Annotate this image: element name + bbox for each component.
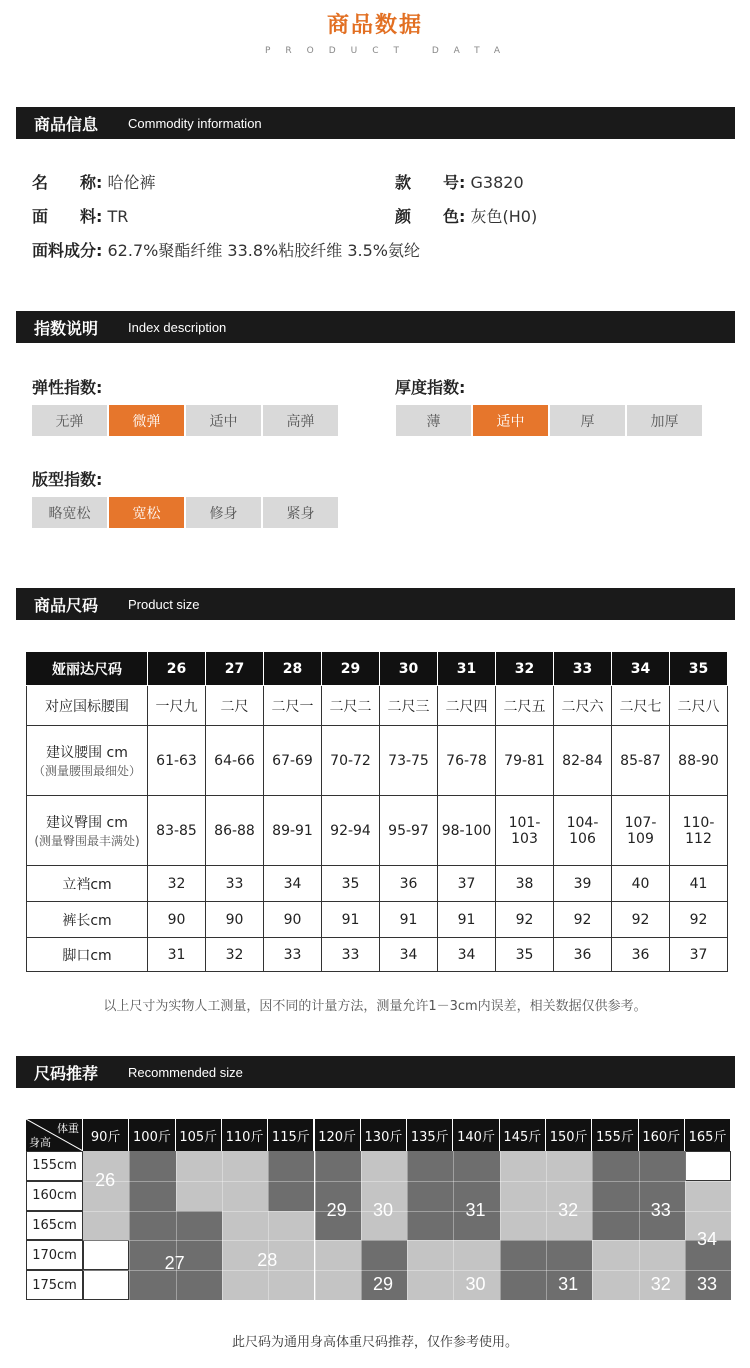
weight-header: 120斤	[315, 1119, 361, 1151]
color-label: 颜 色:	[395, 207, 466, 226]
grid-line	[83, 1240, 731, 1241]
row-label	[27, 902, 148, 938]
row-label-text: 立裆cm	[62, 876, 112, 893]
section-title-cn: 指数说明	[34, 318, 99, 338]
grid-line	[407, 1151, 408, 1300]
size-header-cell: 27	[206, 652, 264, 686]
section-title-en: Commodity information	[128, 115, 262, 131]
grid-cell	[407, 1181, 453, 1211]
grid-cell	[453, 1151, 499, 1181]
size-cell: 101-103	[496, 796, 554, 866]
section-title-en: Product size	[128, 596, 200, 612]
corner-weight-label: 体重	[57, 1122, 79, 1135]
grid-cell	[129, 1270, 175, 1300]
corner-cell	[26, 1119, 83, 1151]
recommended-size-label: 32	[558, 1199, 579, 1220]
corner-height-label: 身高	[29, 1136, 51, 1149]
size-cell: 86-88	[206, 796, 264, 866]
grid-cell	[83, 1270, 129, 1300]
weight-header: 100斤	[129, 1119, 175, 1151]
size-cell: 二尺六	[554, 686, 612, 726]
grid-cell	[361, 1151, 407, 1181]
size-cell: 104-106	[554, 796, 612, 866]
row-label	[27, 796, 148, 866]
weight-header: 135斤	[407, 1119, 453, 1151]
name-value: 哈伦裤	[107, 173, 156, 192]
size-cell: 34	[438, 938, 496, 972]
fabric-value: TR	[107, 207, 129, 226]
grid-cell	[222, 1211, 268, 1241]
height-header: 165cm	[26, 1211, 83, 1241]
recommended-size-label: 33	[697, 1274, 718, 1295]
index-option: 加厚	[627, 405, 702, 436]
index-option: 紧身	[263, 497, 338, 528]
grid-cell	[268, 1211, 314, 1241]
index-option: 修身	[186, 497, 261, 528]
size-cell: 92-94	[322, 796, 380, 866]
grid-line	[453, 1151, 454, 1300]
size-cell: 85-87	[612, 726, 670, 796]
height-header: 155cm	[26, 1151, 83, 1181]
size-cell: 二尺三	[380, 686, 438, 726]
table-row	[27, 866, 728, 902]
size-note: 以上尺寸为实物人工测量，因不同的计量方法，测量允许1－3cm内误差，相关数据仅供参考。	[103, 999, 647, 1014]
recommended-size-label: 29	[372, 1274, 393, 1295]
composition-label: 面料成分:	[32, 241, 103, 260]
size-cell: 二尺八	[670, 686, 728, 726]
size-cell: 34	[264, 866, 322, 902]
grid-cell	[176, 1151, 222, 1181]
size-cell: 91	[438, 902, 496, 938]
height-header: 170cm	[26, 1240, 83, 1270]
size-cell: 37	[670, 938, 728, 972]
size-cell: 83-85	[148, 796, 206, 866]
size-header-cell: 28	[264, 652, 322, 686]
grid-cell	[500, 1240, 546, 1270]
size-cell: 90	[148, 902, 206, 938]
grid-cell	[407, 1211, 453, 1241]
index-option: 略宽松	[32, 497, 107, 528]
grid-cell	[407, 1151, 453, 1181]
size-header-cell: 30	[380, 652, 438, 686]
size-cell: 33	[264, 938, 322, 972]
section-bar-recommend	[16, 1056, 735, 1088]
grid-cell	[592, 1211, 638, 1241]
grid-line	[639, 1151, 640, 1300]
index-option: 微弹	[109, 405, 184, 436]
size-cell: 33	[322, 938, 380, 972]
fit-options	[32, 497, 338, 528]
recommended-size-label: 33	[650, 1199, 671, 1220]
grid-line	[685, 1151, 686, 1300]
grid-cell	[685, 1181, 731, 1211]
section-title-en: Recommended size	[128, 1064, 243, 1080]
page-subtitle: PRODUCT DATA	[264, 46, 516, 56]
index-option: 厚	[550, 405, 625, 436]
size-cell: 73-75	[380, 726, 438, 796]
elasticity-label: 弹性指数:	[32, 378, 103, 397]
grid-line	[176, 1151, 177, 1300]
thickness-options	[396, 405, 702, 436]
size-cell: 89-91	[264, 796, 322, 866]
recommended-size-label: 28	[257, 1250, 278, 1271]
weight-header: 150斤	[546, 1119, 592, 1151]
size-header-cell: 34	[612, 652, 670, 686]
table-row	[27, 902, 728, 938]
size-cell: 90	[264, 902, 322, 938]
size-cell: 32	[206, 938, 264, 972]
size-cell: 64-66	[206, 726, 264, 796]
weight-header: 105斤	[176, 1119, 222, 1151]
grid-line	[268, 1151, 269, 1300]
index-option: 适中	[473, 405, 548, 436]
grid-cell	[500, 1270, 546, 1300]
row-label	[27, 938, 148, 972]
style-label: 款 号:	[395, 173, 466, 192]
name-label: 名 称:	[32, 173, 103, 192]
grid-cell	[315, 1240, 361, 1270]
grid-cell	[639, 1240, 685, 1270]
grid-cell	[592, 1270, 638, 1300]
recommended-size-label: 29	[326, 1199, 347, 1220]
weight-header: 165斤	[685, 1119, 731, 1151]
grid-cell	[500, 1181, 546, 1211]
size-cell: 31	[148, 938, 206, 972]
row-label	[27, 686, 148, 726]
table-row	[27, 796, 728, 866]
size-cell: 61-63	[148, 726, 206, 796]
fit-label: 版型指数:	[32, 470, 103, 489]
recommended-size-label: 32	[650, 1274, 671, 1295]
grid-cell	[222, 1270, 268, 1300]
grid-cell	[222, 1151, 268, 1181]
recommend-note: 此尺码为通用身高体重尺码推荐，仅作参考使用。	[231, 1335, 518, 1350]
size-header-label: 娅丽达尺码	[27, 652, 148, 686]
grid-line	[546, 1151, 547, 1300]
size-cell: 110-112	[670, 796, 728, 866]
size-cell: 82-84	[554, 726, 612, 796]
size-cell: 95-97	[380, 796, 438, 866]
size-cell: 91	[380, 902, 438, 938]
grid-line	[222, 1151, 223, 1300]
size-header-cell: 26	[148, 652, 206, 686]
size-cell: 90	[206, 902, 264, 938]
size-cell: 39	[554, 866, 612, 902]
size-header-cell: 32	[496, 652, 554, 686]
size-cell: 36	[612, 938, 670, 972]
size-cell: 二尺七	[612, 686, 670, 726]
grid-cell	[592, 1181, 638, 1211]
size-header-cell: 31	[438, 652, 496, 686]
composition-value: 62.7%聚酯纤维 33.8%粘胶纤维 3.5%氨纶	[107, 241, 420, 260]
size-cell: 36	[380, 866, 438, 902]
size-cell: 二尺一	[264, 686, 322, 726]
grid-cell	[453, 1240, 499, 1270]
size-cell: 91	[322, 902, 380, 938]
row-label-text: 对应国标腰围	[45, 698, 129, 715]
size-cell: 35	[322, 866, 380, 902]
style-row	[395, 170, 524, 193]
grid-cell	[176, 1181, 222, 1211]
recommended-size-label: 31	[465, 1199, 486, 1220]
grid-cell	[268, 1270, 314, 1300]
size-cell: 92	[670, 902, 728, 938]
grid-cell	[268, 1151, 314, 1181]
size-header-cell: 33	[554, 652, 612, 686]
grid-cell	[546, 1240, 592, 1270]
fabric-row	[32, 204, 128, 227]
size-header-cell: 29	[322, 652, 380, 686]
grid-line	[592, 1151, 593, 1300]
weight-header: 145斤	[500, 1119, 546, 1151]
grid-line	[83, 1181, 731, 1182]
grid-cell	[176, 1270, 222, 1300]
weight-header: 160斤	[639, 1119, 685, 1151]
size-cell: 二尺二	[322, 686, 380, 726]
section-title-en: Index description	[128, 319, 227, 335]
section-bar-size	[16, 588, 735, 620]
size-cell: 76-78	[438, 726, 496, 796]
size-cell: 33	[206, 866, 264, 902]
height-header: 175cm	[26, 1270, 83, 1300]
size-cell: 92	[612, 902, 670, 938]
grid-cell	[407, 1270, 453, 1300]
size-cell: 92	[554, 902, 612, 938]
page-title: 商品数据	[326, 13, 423, 38]
size-cell: 98-100	[438, 796, 496, 866]
composition-row	[32, 238, 420, 261]
size-cell: 67-69	[264, 726, 322, 796]
section-bar-index	[16, 311, 735, 343]
grid-cell	[639, 1151, 685, 1181]
size-cell: 41	[670, 866, 728, 902]
grid-cell	[361, 1240, 407, 1270]
weight-header: 110斤	[222, 1119, 268, 1151]
grid-cell	[407, 1240, 453, 1270]
grid-cell	[315, 1270, 361, 1300]
grid-line	[129, 1151, 130, 1300]
weight-header: 115斤	[268, 1119, 314, 1151]
grid-line	[83, 1211, 731, 1212]
weight-header: 155斤	[592, 1119, 638, 1151]
recommended-size-label: 30	[372, 1199, 393, 1220]
grid-cell	[129, 1151, 175, 1181]
row-label-note: (测量臀围最丰满处)	[34, 834, 140, 848]
thickness-label: 厚度指数:	[395, 378, 466, 397]
style-value: G3820	[470, 173, 524, 192]
row-label-text: 裤长cm	[62, 912, 112, 929]
index-option: 适中	[186, 405, 261, 436]
index-option: 宽松	[109, 497, 184, 528]
index-option: 薄	[396, 405, 471, 436]
size-cell: 107-109	[612, 796, 670, 866]
index-option: 无弹	[32, 405, 107, 436]
grid-cell	[129, 1181, 175, 1211]
section-bar-commodity	[16, 107, 735, 139]
grid-cell	[685, 1151, 731, 1181]
fabric-label: 面 料:	[32, 207, 103, 226]
size-cell: 40	[612, 866, 670, 902]
row-label-text: 脚口cm	[62, 947, 112, 964]
size-cell: 37	[438, 866, 496, 902]
size-cell: 一尺九	[148, 686, 206, 726]
grid-cell	[83, 1211, 129, 1241]
grid-cell	[592, 1240, 638, 1270]
row-label-note: （测量腰围最细处）	[32, 764, 141, 778]
section-title-cn: 商品信息	[34, 114, 99, 134]
size-cell: 92	[496, 902, 554, 938]
size-table	[26, 651, 728, 972]
table-row	[27, 726, 728, 796]
size-cell: 二尺五	[496, 686, 554, 726]
grid-cell	[500, 1211, 546, 1241]
weight-header: 140斤	[453, 1119, 499, 1151]
section-title-cn: 商品尺码	[34, 595, 99, 615]
recommended-size-label: 26	[95, 1169, 116, 1190]
recommended-size-label: 31	[558, 1274, 579, 1295]
row-label-text: 建议臀围 cm	[46, 815, 128, 831]
recommended-size-label: 30	[465, 1274, 486, 1295]
size-cell: 34	[380, 938, 438, 972]
size-cell: 35	[496, 938, 554, 972]
grid-line	[500, 1151, 501, 1300]
grid-cell	[129, 1211, 175, 1241]
grid-cell	[592, 1151, 638, 1181]
index-option: 高弹	[263, 405, 338, 436]
size-cell: 79-81	[496, 726, 554, 796]
size-cell: 36	[554, 938, 612, 972]
grid-cell	[176, 1211, 222, 1241]
size-cell: 32	[148, 866, 206, 902]
name-row	[32, 170, 156, 193]
grid-cell	[546, 1151, 592, 1181]
weight-header: 90斤	[83, 1119, 129, 1151]
grid-cell	[315, 1151, 361, 1181]
grid-cell	[268, 1181, 314, 1211]
height-header: 160cm	[26, 1181, 83, 1211]
grid-cell	[83, 1240, 129, 1270]
grid-line	[361, 1151, 362, 1300]
size-cell: 70-72	[322, 726, 380, 796]
table-row	[27, 686, 728, 726]
size-cell: 二尺	[206, 686, 264, 726]
elasticity-options	[32, 405, 338, 436]
recommended-size-label: 27	[164, 1253, 185, 1274]
section-title-cn: 尺码推荐	[34, 1063, 99, 1083]
row-label-text: 建议腰围 cm	[46, 745, 128, 761]
size-cell: 38	[496, 866, 554, 902]
size-cell: 88-90	[670, 726, 728, 796]
recommended-size-label: 34	[697, 1229, 718, 1250]
size-recommend-chart	[26, 1119, 726, 1300]
grid-line	[315, 1151, 316, 1300]
grid-cell	[222, 1181, 268, 1211]
size-header-cell: 35	[670, 652, 728, 686]
row-label	[27, 726, 148, 796]
row-label	[27, 866, 148, 902]
table-row	[27, 938, 728, 972]
color-row	[395, 204, 537, 227]
grid-cell	[500, 1151, 546, 1181]
weight-header: 130斤	[361, 1119, 407, 1151]
color-value: 灰色(H0)	[470, 207, 538, 226]
size-cell: 二尺四	[438, 686, 496, 726]
